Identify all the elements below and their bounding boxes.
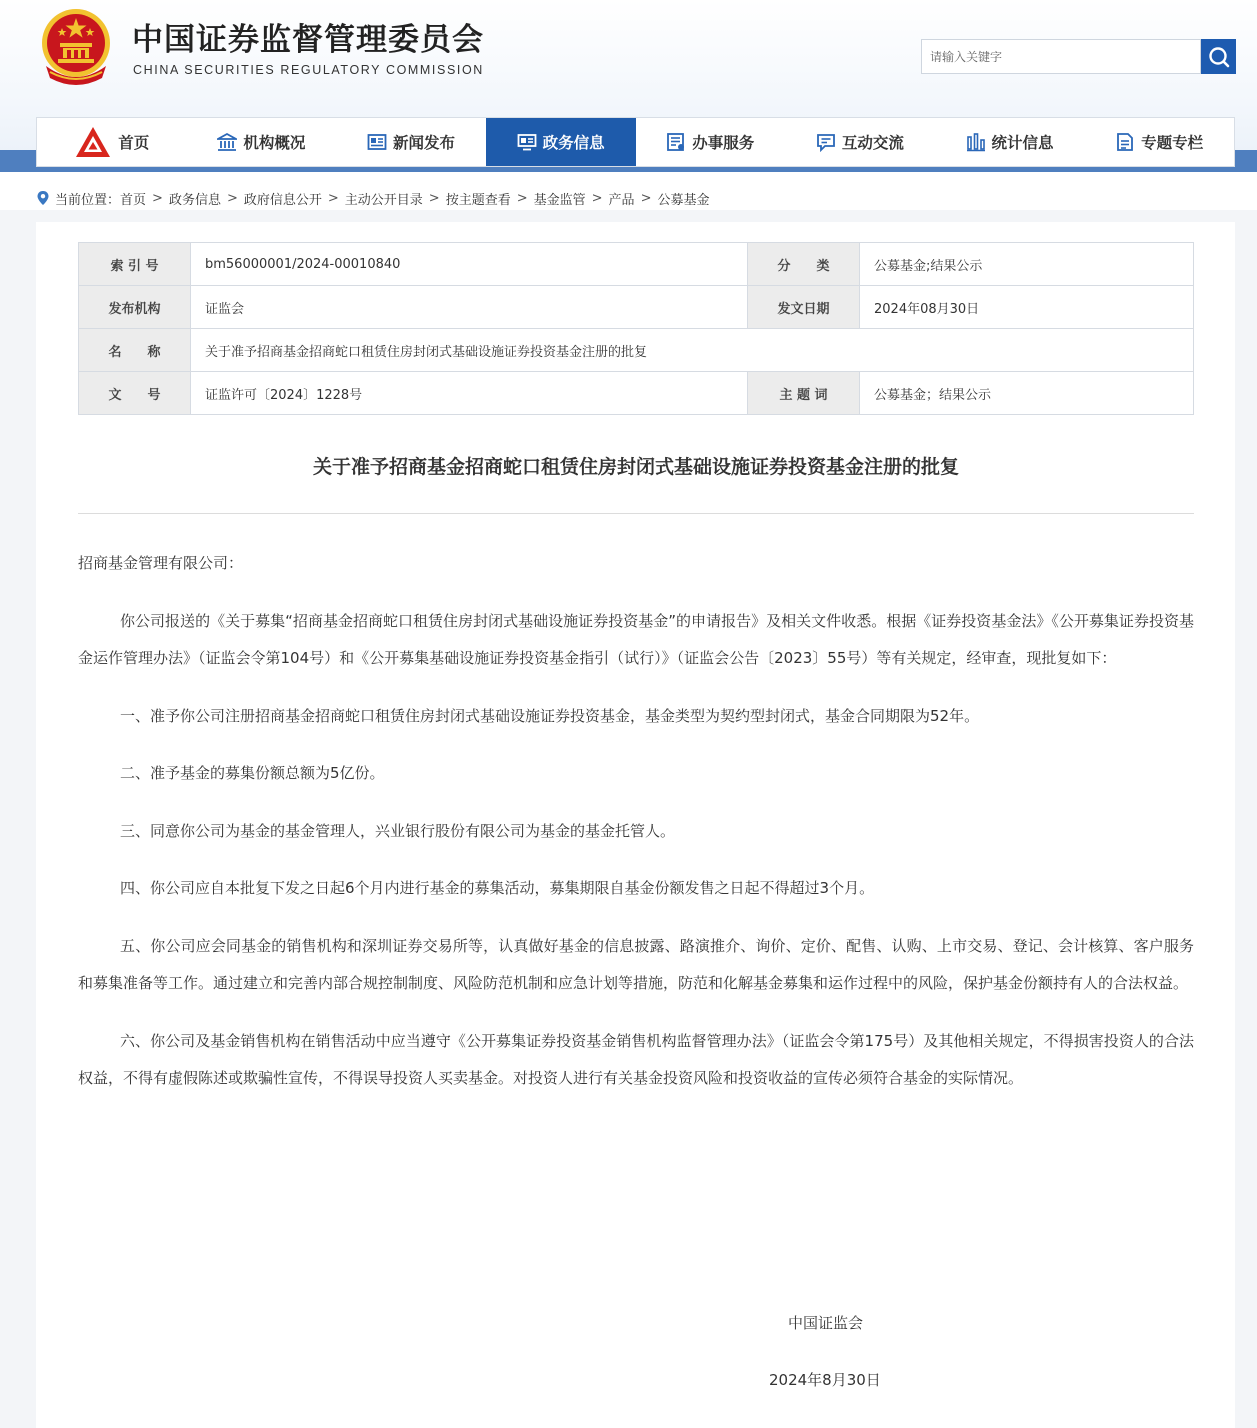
breadcrumb-item[interactable]: 产品: [608, 192, 635, 208]
document-icon: [1115, 132, 1135, 152]
breadcrumb-item[interactable]: 政府信息公开: [243, 192, 322, 208]
bar-chart-icon: [966, 132, 986, 152]
chat-icon: [816, 132, 836, 152]
breadcrumb-separator: >: [152, 190, 163, 206]
body-paragraph: 四、你公司应自本批复下发之日起6个月内进行基金的募集活动，募集期限自基金份额发售之日起不得超过3个月。: [120, 879, 875, 897]
nav-item-home[interactable]: [37, 118, 187, 166]
search-button[interactable]: [1201, 39, 1236, 74]
clipboard-icon: [666, 132, 686, 152]
sign-date: 2024年8月30日: [769, 1371, 881, 1389]
nav-item-gov-info[interactable]: [486, 118, 636, 166]
nav-item-topics[interactable]: [1084, 118, 1234, 166]
nav-label: 政务信息: [542, 134, 605, 152]
newspaper-icon: [367, 132, 387, 152]
breadcrumb-item[interactable]: 基金监管: [533, 192, 586, 208]
publisher-label: 发布机构: [79, 286, 191, 329]
breadcrumb-separator: >: [428, 190, 440, 206]
site-title[interactable]: 中国证券监督管理委员会: [132, 22, 484, 58]
publisher-value: 证监会: [191, 286, 748, 329]
monitor-icon: [517, 132, 537, 152]
location-pin-icon: [36, 190, 50, 206]
body-paragraph: 二、准予基金的募集份额总额为5亿份。: [120, 764, 385, 782]
body-paragraph: 五、你公司应会同基金的销售机构和深圳证券交易所等，认真做好基金的信息披露、路演推介、询价、定价、配售、认购、上市交易、登记、会计核算、客户服务和募集准备等工作。通过建立和完善内部合规控制制度、风险防范机制和应急计划等措施，防范和化解基金募集和运作过程中的风险，保护基金份额持有人的合法权益。: [78, 936, 1194, 992]
breadcrumb-prefix: 当前位置：: [55, 192, 121, 208]
nav-item-statistics[interactable]: [935, 118, 1085, 166]
nav-item-news[interactable]: [336, 118, 486, 166]
nav-label: 统计信息: [991, 134, 1054, 152]
nav-label: 机构概况: [243, 134, 306, 152]
nav-label: 新闻发布: [393, 134, 456, 152]
document-info-table: [78, 242, 1194, 415]
nav-item-services[interactable]: [636, 118, 786, 166]
category-label: 分 类: [748, 243, 860, 286]
nav-item-interaction[interactable]: [785, 118, 935, 166]
breadcrumb-item[interactable]: 政务信息: [168, 192, 221, 208]
site-subtitle: CHINA SECURITIES REGULATORY COMMISSION: [133, 63, 484, 77]
salutation: 招商基金管理有限公司：: [78, 554, 244, 572]
breadcrumb-separator: >: [640, 190, 652, 206]
breadcrumb-item[interactable]: 公募基金: [657, 192, 710, 208]
category-value: 公募基金;结果公示: [860, 243, 1194, 286]
name-label: 名 称: [79, 329, 191, 372]
body-paragraph: 你公司报送的《关于募集“招商基金招商蛇口租赁住房封闭式基础设施证券投资基金”的申请报告》及相关文件收悉。根据《证券投资基金法》《公开募集证券投资基金运作管理办法》（证监会令第104号）和《公开募集基础设施证券投资基金指引（试行）》（证监会公告〔2023〕55号）等有关规定，经审查，现批复如下：: [78, 611, 1194, 667]
body-paragraph: 六、你公司及基金销售机构在销售活动中应当遵守《公开募集证券投资基金销售机构监督管理办法》（证监会令第175号）及其他相关规定，不得损害投资人的合法权益，不得有虚假陈述或欺骗性宣传，不得误导投资人买卖基金。对投资人进行有关基金投资风险和投资收益的宣传必须符合基金的实际情况。: [78, 1031, 1194, 1087]
signer: 中国证监会: [788, 1314, 864, 1332]
keywords-value: 公募基金；结果公示: [860, 372, 1194, 415]
breadcrumb-separator: >: [591, 190, 603, 206]
csrc-logo-icon: [74, 125, 112, 159]
main-nav: [36, 117, 1235, 167]
document-title: 关于准予招商基金招商蛇口租赁住房封闭式基础设施证券投资基金注册的批复: [312, 456, 959, 478]
keywords-label: 主 题 词: [748, 372, 860, 415]
building-icon: [217, 132, 237, 152]
date-value: 2024年08月30日: [860, 286, 1194, 329]
body-paragraph: 一、准予你公司注册招商基金招商蛇口租赁住房封闭式基础设施证券投资基金，基金类型为契约型封闭式，基金合同期限为52年。: [120, 706, 980, 725]
breadcrumb-separator: >: [516, 190, 528, 206]
docno-value: 证监许可〔2024〕1228号: [191, 372, 748, 415]
nav-label: 互动交流: [841, 134, 904, 152]
breadcrumb-item[interactable]: 主动公开目录: [344, 192, 423, 208]
search-icon: [1207, 45, 1231, 69]
breadcrumb-separator: >: [226, 190, 238, 206]
nav-item-about[interactable]: [187, 118, 337, 166]
breadcrumb-item[interactable]: 首页: [120, 192, 147, 208]
nav-label: 首页: [118, 134, 150, 152]
breadcrumb-separator: >: [327, 190, 339, 206]
body-paragraph: 三、同意你公司为基金的基金管理人，兴业银行股份有限公司为基金的基金托管人。: [120, 821, 676, 840]
nav-label: 办事服务: [692, 134, 755, 152]
index-value: bm56000001/2024-00010840: [191, 243, 748, 286]
date-label: 发文日期: [748, 286, 860, 329]
docno-label: 文 号: [79, 372, 191, 415]
title-divider: [78, 513, 1194, 514]
nav-label: 专题专栏: [1141, 134, 1204, 152]
national-emblem-icon[interactable]: [36, 6, 116, 88]
search-input[interactable]: [921, 39, 1201, 74]
name-value: 关于准予招商基金招商蛇口租赁住房封闭式基础设施证券投资基金注册的批复: [191, 329, 1194, 372]
index-label: 索 引 号: [79, 243, 191, 286]
document-body: [78, 545, 1194, 1118]
breadcrumb-item[interactable]: 按主题查看: [445, 192, 511, 208]
breadcrumb: [36, 188, 709, 208]
